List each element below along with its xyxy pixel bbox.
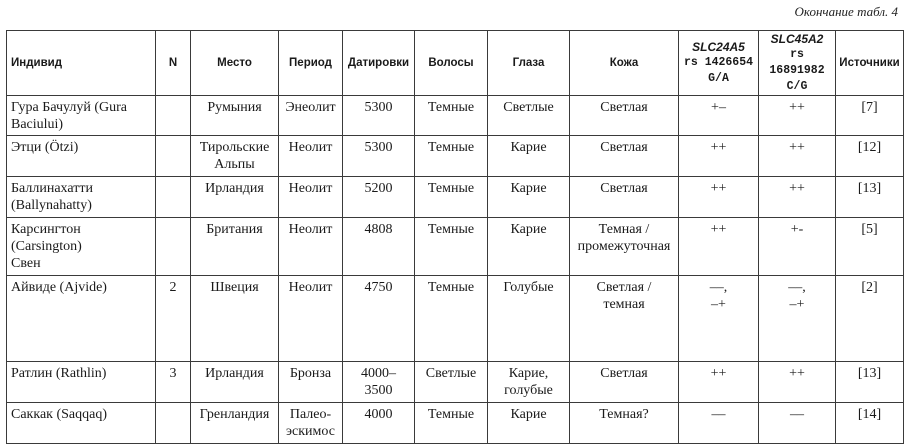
- header-skin: Кожа: [570, 31, 679, 96]
- cell-eyes-line: Карие,: [508, 366, 549, 381]
- cell-place-line: Альпы: [214, 157, 255, 172]
- cell-period: [279, 96, 343, 136]
- cell-dates-line: 5300: [364, 140, 393, 155]
- cell-skin: [570, 96, 679, 136]
- cell-source: [13]: [836, 362, 904, 403]
- cell-slc45a2-line: +-: [790, 222, 804, 237]
- header-place: Место: [191, 31, 279, 96]
- cell-n: 2: [156, 276, 191, 362]
- cell-skin-line: Светлая: [600, 366, 648, 381]
- cell-dates-line: 4000–: [361, 366, 396, 381]
- cell-dates: [343, 403, 415, 444]
- cell-eyes: [488, 403, 570, 444]
- cell-hair: Темные: [415, 177, 488, 218]
- cell-dates: [343, 136, 415, 177]
- cell-individual-line: Карсингтон: [11, 222, 81, 237]
- cell-period-line: Неолит: [288, 140, 333, 155]
- cell-place-line: Британия: [206, 222, 263, 237]
- cell-individual: [7, 177, 156, 218]
- cell-skin-line: темная: [603, 297, 645, 312]
- table-row: [7, 96, 904, 136]
- cell-slc24a5-line: –+: [711, 297, 726, 312]
- cell-skin-line: Темная /: [598, 222, 650, 237]
- cell-individual: [7, 362, 156, 403]
- cell-eyes-line: Светлые: [503, 100, 554, 115]
- cell-dates: [343, 218, 415, 276]
- cell-individual-line: Баллинахатти: [11, 181, 93, 196]
- cell-slc45a2: [759, 96, 836, 136]
- cell-slc45a2: [759, 218, 836, 276]
- cell-hair: Темные: [415, 136, 488, 177]
- cell-individual-line: Свен: [11, 256, 41, 271]
- cell-dates-line: 4750: [364, 280, 393, 295]
- cell-dates-line: 5200: [364, 181, 393, 196]
- header-hair: Волосы: [415, 31, 488, 96]
- cell-dates: [343, 177, 415, 218]
- cell-period-line: эскимос: [286, 424, 335, 439]
- cell-dates-line: 5300: [364, 100, 393, 115]
- cell-slc45a2-line: ++: [789, 140, 805, 155]
- cell-individual-line: Baciului): [11, 117, 64, 132]
- table-row: [7, 218, 904, 276]
- cell-individual-line: Айвиде (Ajvide): [11, 280, 107, 295]
- cell-source: [5]: [836, 218, 904, 276]
- table-caption: Окончание табл. 4: [794, 4, 898, 19]
- cell-slc24a5-line: ++: [710, 140, 727, 155]
- cell-individual-line: (Carsington): [11, 239, 82, 254]
- cell-slc24a5-line: +–: [711, 100, 726, 115]
- cell-period: [279, 177, 343, 218]
- cell-dates-line: 4000: [364, 407, 393, 422]
- cell-period: [279, 362, 343, 403]
- cell-slc45a2-line: ++: [789, 366, 805, 381]
- header-period: Период: [279, 31, 343, 96]
- header-slc24a5-rs: rs 1426654: [683, 56, 753, 69]
- cell-slc24a5: [679, 218, 759, 276]
- cell-n: [156, 136, 191, 177]
- cell-skin: [570, 362, 679, 403]
- cell-slc45a2-line: ––,: [788, 280, 806, 295]
- cell-n: [156, 177, 191, 218]
- cell-dates: [343, 362, 415, 403]
- cell-dates-line: 3500: [364, 383, 393, 398]
- cell-skin-line: промежуточная: [577, 239, 671, 254]
- cell-eyes-line: Карие: [510, 181, 547, 196]
- data-table: [6, 30, 904, 444]
- header-eyes: Глаза: [488, 31, 570, 96]
- header-dates: Датировки: [343, 31, 415, 96]
- cell-eyes: [488, 136, 570, 177]
- cell-eyes: [488, 96, 570, 136]
- table-row: [7, 403, 904, 444]
- cell-skin: [570, 276, 679, 362]
- table-body: [7, 96, 904, 444]
- cell-source: [13]: [836, 177, 904, 218]
- cell-place: [191, 403, 279, 444]
- cell-period-line: Энеолит: [285, 100, 336, 115]
- cell-slc24a5-line: ––,: [709, 280, 728, 295]
- cell-individual-line: Гура Бачулуй (Gura: [11, 100, 128, 115]
- cell-n: 3: [156, 362, 191, 403]
- cell-individual: [7, 136, 156, 177]
- cell-eyes-line: Карие: [510, 140, 547, 155]
- cell-dates-line: 4808: [364, 222, 393, 237]
- cell-period-line: Палео-: [289, 407, 332, 422]
- cell-skin-line: Светлая /: [596, 280, 652, 295]
- header-slc45a2-alleles: C/G: [786, 80, 808, 93]
- cell-skin: [570, 136, 679, 177]
- cell-place: [191, 136, 279, 177]
- cell-eyes: [488, 177, 570, 218]
- cell-slc45a2: [759, 362, 836, 403]
- header-individual: Индивид: [7, 31, 156, 96]
- cell-skin: [570, 177, 679, 218]
- cell-slc45a2: [759, 136, 836, 177]
- header-slc24a5-gene: SLC24A5: [692, 40, 745, 54]
- cell-source: [7]: [836, 96, 904, 136]
- cell-slc45a2: [759, 276, 836, 362]
- table-row: [7, 136, 904, 177]
- cell-individual-line: Этци (Ötzi): [11, 140, 79, 155]
- cell-place: [191, 362, 279, 403]
- cell-eyes: [488, 276, 570, 362]
- cell-slc24a5: [679, 136, 759, 177]
- cell-eyes-line: голубые: [504, 383, 553, 398]
- cell-period: [279, 276, 343, 362]
- cell-period-line: Неолит: [288, 280, 333, 295]
- cell-individual-line: Ратлин (Rathlin): [11, 366, 107, 381]
- cell-place: [191, 276, 279, 362]
- cell-hair: Темные: [415, 96, 488, 136]
- header-slc45a2: [759, 31, 836, 96]
- table-row: [7, 177, 904, 218]
- cell-period-line: Неолит: [288, 222, 333, 237]
- header-slc45a2-rs: rs 16891982: [769, 48, 825, 77]
- cell-individual: [7, 276, 156, 362]
- table-row: [7, 276, 904, 362]
- cell-hair: Темные: [415, 276, 488, 362]
- cell-slc24a5-line: ++: [710, 222, 727, 237]
- cell-period-line: Неолит: [288, 181, 333, 196]
- cell-hair: Темные: [415, 403, 488, 444]
- cell-slc24a5: [679, 177, 759, 218]
- cell-period: [279, 218, 343, 276]
- cell-eyes: [488, 362, 570, 403]
- header-n: N: [156, 31, 191, 96]
- cell-n: [156, 403, 191, 444]
- cell-hair: Темные: [415, 218, 488, 276]
- cell-place-line: Румыния: [207, 100, 262, 115]
- cell-skin-line: Светлая: [600, 140, 648, 155]
- cell-place: [191, 96, 279, 136]
- cell-skin-line: Светлая: [600, 100, 648, 115]
- cell-place-line: Гренландия: [199, 407, 270, 422]
- cell-dates: [343, 96, 415, 136]
- cell-place-line: Тирольские: [199, 140, 270, 155]
- header-slc24a5-alleles: G/A: [708, 72, 729, 85]
- cell-source: [14]: [836, 403, 904, 444]
- cell-source: [2]: [836, 276, 904, 362]
- cell-place-line: Швеция: [210, 280, 259, 295]
- cell-skin-line: Темная?: [599, 407, 649, 422]
- cell-skin-line: Светлая: [600, 181, 648, 196]
- header-sources: Источники: [836, 31, 904, 96]
- cell-source: [12]: [836, 136, 904, 177]
- cell-period: [279, 403, 343, 444]
- header-row: [7, 31, 904, 96]
- cell-eyes: [488, 218, 570, 276]
- cell-eyes-line: Карие: [510, 407, 547, 422]
- cell-slc24a5: [679, 403, 759, 444]
- cell-individual-line: Саккак (Saqqaq): [11, 407, 107, 422]
- table-row: [7, 362, 904, 403]
- cell-skin: [570, 218, 679, 276]
- cell-slc45a2-line: –+: [789, 297, 805, 312]
- cell-skin: [570, 403, 679, 444]
- cell-n: [156, 96, 191, 136]
- cell-place: [191, 218, 279, 276]
- cell-individual: [7, 96, 156, 136]
- cell-individual: [7, 218, 156, 276]
- cell-eyes-line: Голубые: [503, 280, 554, 295]
- cell-period-line: Бронза: [289, 366, 332, 381]
- cell-hair: Светлые: [415, 362, 488, 403]
- cell-slc24a5-line: ++: [710, 366, 727, 381]
- header-slc24a5: [679, 31, 759, 96]
- header-slc45a2-gene: SLC45A2: [770, 32, 824, 46]
- cell-slc24a5-line: ++: [710, 181, 727, 196]
- cell-slc24a5-line: ––: [711, 407, 726, 422]
- cell-slc45a2-line: ++: [789, 100, 805, 115]
- cell-place: [191, 177, 279, 218]
- cell-slc24a5: [679, 362, 759, 403]
- cell-n: [156, 218, 191, 276]
- cell-slc24a5: [679, 96, 759, 136]
- cell-slc45a2: [759, 403, 836, 444]
- cell-place-line: Ирландия: [205, 181, 264, 196]
- cell-slc45a2: [759, 177, 836, 218]
- cell-slc45a2-line: ––: [790, 407, 804, 422]
- cell-eyes-line: Карие: [510, 222, 547, 237]
- cell-place-line: Ирландия: [205, 366, 264, 381]
- cell-dates: [343, 276, 415, 362]
- cell-slc45a2-line: ++: [789, 181, 805, 196]
- cell-period: [279, 136, 343, 177]
- cell-individual-line: (Ballynahatty): [11, 198, 92, 213]
- cell-individual: [7, 403, 156, 444]
- cell-slc24a5: [679, 276, 759, 362]
